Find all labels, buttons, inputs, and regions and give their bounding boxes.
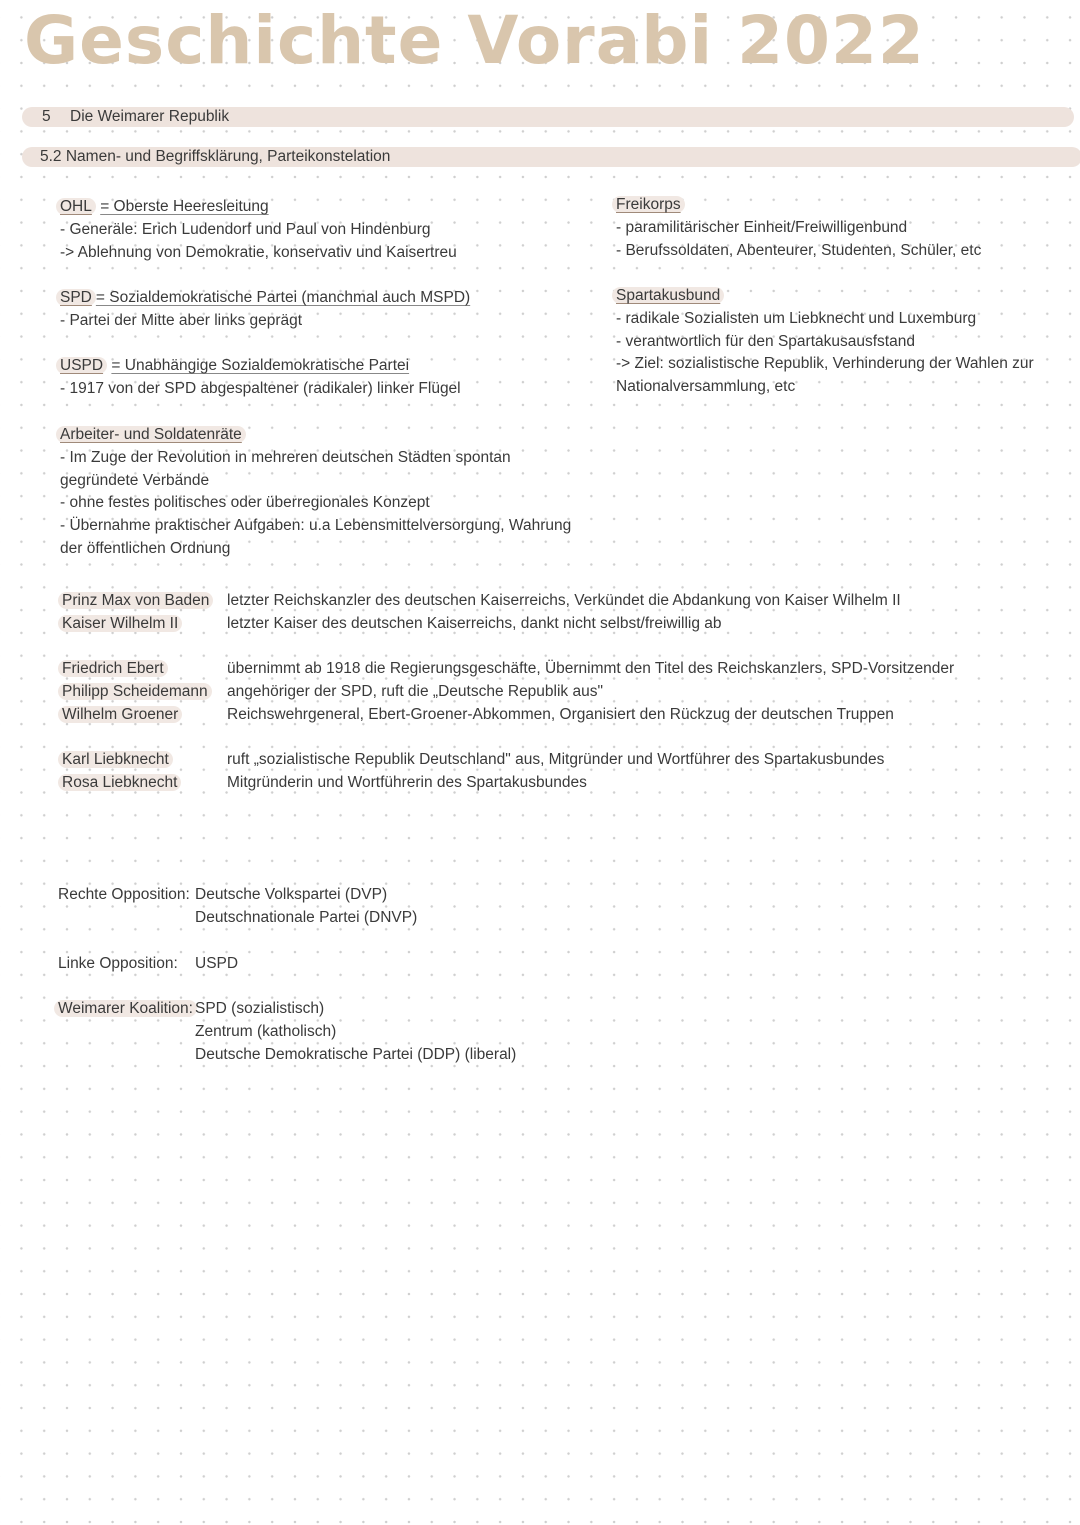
term-raete-line: - Übernahme praktischer Aufgaben: u.a Lebensmittelversorgung, Wahrung	[60, 517, 572, 535]
person-desc: übernimmt ab 1918 die Regierungsgeschäfte, Übernimmt den Titel des Reichskanzlers, SPD-Vorsitzender	[227, 660, 955, 677]
coalition-item: SPD (sozialistisch)	[195, 1000, 325, 1017]
left-opposition-list	[195, 953, 238, 976]
person-name: Kaiser Wilhelm II	[58, 615, 182, 632]
term-spartakus	[612, 285, 1034, 399]
term-raete-heading: Arbeiter- und Soldatenräte	[56, 426, 246, 443]
person-desc: letzter Kaiser des deutschen Kaiserreichs, dankt nicht selbst/freiwillig ab	[227, 615, 722, 632]
term-freikorps-line: - paramilitärischer Einheit/Freiwilligenbund	[616, 218, 908, 236]
term-raete-line: der öffentlichen Ordnung	[60, 539, 231, 557]
term-spartakus-line: - radikale Sozialisten um Liebknecht und Luxemburg	[616, 309, 977, 327]
term-spd-line: - Partei der Mitte aber links geprägt	[60, 311, 303, 329]
term-uspd-abbr: USPD	[56, 357, 107, 374]
person-row	[58, 658, 168, 681]
person-desc: Reichswehrgeneral, Ebert-Groener-Abkommen, Organisiert den Rückzug der deutschen Truppen	[227, 706, 894, 723]
term-raete-line: - ohne festes politisches oder überregionales Konzept	[60, 494, 430, 512]
term-ohl	[56, 196, 457, 264]
person-name: Prinz Max von Baden	[58, 592, 213, 609]
person-row	[58, 613, 182, 636]
person-name: Philipp Scheidemann	[58, 683, 212, 700]
person-row	[58, 590, 213, 613]
term-raete	[56, 424, 571, 561]
right-opposition-label: Rechte Opposition:	[58, 886, 190, 903]
term-spd-abbr: SPD	[56, 289, 96, 306]
subsection-label: 5.2 Namen- und Begriffsklärung, Parteikonstelation	[40, 148, 391, 165]
person-desc: ruft „sozialistische Republik Deutschland" aus, Mitgründer und Wortführer des Spartakusbundes	[227, 751, 885, 768]
person-row	[58, 681, 212, 704]
term-freikorps-line: - Berufssoldaten, Abenteurer, Studenten, Schüler, etc	[616, 241, 982, 259]
term-ohl-def: = Oberste Heeresleitung	[100, 198, 269, 215]
left-opposition-item: USPD	[195, 955, 239, 972]
person-row	[58, 749, 173, 772]
person-name: Rosa Liebknecht	[58, 774, 181, 791]
term-ohl-abbr: OHL	[56, 198, 96, 215]
term-spd	[56, 287, 470, 333]
left-opposition-label: Linke Opposition:	[58, 955, 178, 972]
coalition-label: Weimarer Koalition:	[54, 1000, 197, 1017]
section-label: Die Weimarer Republik	[70, 108, 230, 125]
person-row	[58, 772, 181, 795]
person-name: Friedrich Ebert	[58, 660, 168, 677]
term-freikorps	[612, 194, 981, 262]
term-raete-line: gegründete Verbände	[60, 471, 210, 489]
term-spd-def: = Sozialdemokratische Partei (manchmal auch MSPD)	[95, 289, 471, 306]
page-title: Geschichte Vorabi 2022	[24, 2, 925, 79]
coalition-label-row	[54, 998, 197, 1021]
person-row	[58, 704, 182, 727]
term-raete-line: - Im Zuge der Revolution in mehreren deutschen Städten spontan	[60, 448, 511, 466]
term-spartakus-heading: Spartakusbund	[612, 287, 724, 304]
person-name: Wilhelm Groener	[58, 706, 182, 723]
term-uspd-def: = Unabhängige Sozialdemokratische Partei	[111, 357, 410, 374]
right-opposition-list	[195, 884, 417, 930]
coalition-item: Deutsche Demokratische Partei (DDP) (liberal)	[195, 1045, 517, 1063]
term-uspd-line: - 1917 von der SPD abgespaltener (radikaler) linker Flügel	[60, 379, 461, 397]
person-desc: letzter Reichskanzler des deutschen Kaiserreichs, Verkündet die Abdankung von Kaiser Wilhelm II	[227, 592, 901, 609]
term-spartakus-line: - verantwortlich für den Spartakusausfstand	[616, 332, 915, 350]
coalition-list	[195, 998, 516, 1066]
section-number: 5	[42, 108, 51, 125]
term-spartakus-line: -> Ziel: sozialistische Republik, Verhinderung der Wahlen zur	[616, 355, 1034, 373]
coalition-item: Zentrum (katholisch)	[195, 1022, 337, 1040]
term-ohl-line: -> Ablehnung von Demokratie, konservativ und Kaisertreu	[60, 243, 457, 261]
right-opposition-item: Deutsche Volkspartei (DVP)	[195, 886, 388, 903]
right-opposition-item: Deutschnationale Partei (DNVP)	[195, 908, 418, 926]
person-name: Karl Liebknecht	[58, 751, 173, 768]
term-freikorps-heading: Freikorps	[612, 196, 685, 213]
term-ohl-line: - Generäle: Erich Ludendorf und Paul von Hindenburg	[60, 220, 431, 238]
term-spartakus-line: Nationalversammlung, etc	[616, 378, 796, 396]
term-uspd	[56, 355, 461, 401]
person-desc: Mitgründerin und Wortführerin des Spartakusbundes	[227, 774, 587, 791]
person-desc: angehöriger der SPD, ruft die „Deutsche Republik aus"	[227, 683, 603, 700]
